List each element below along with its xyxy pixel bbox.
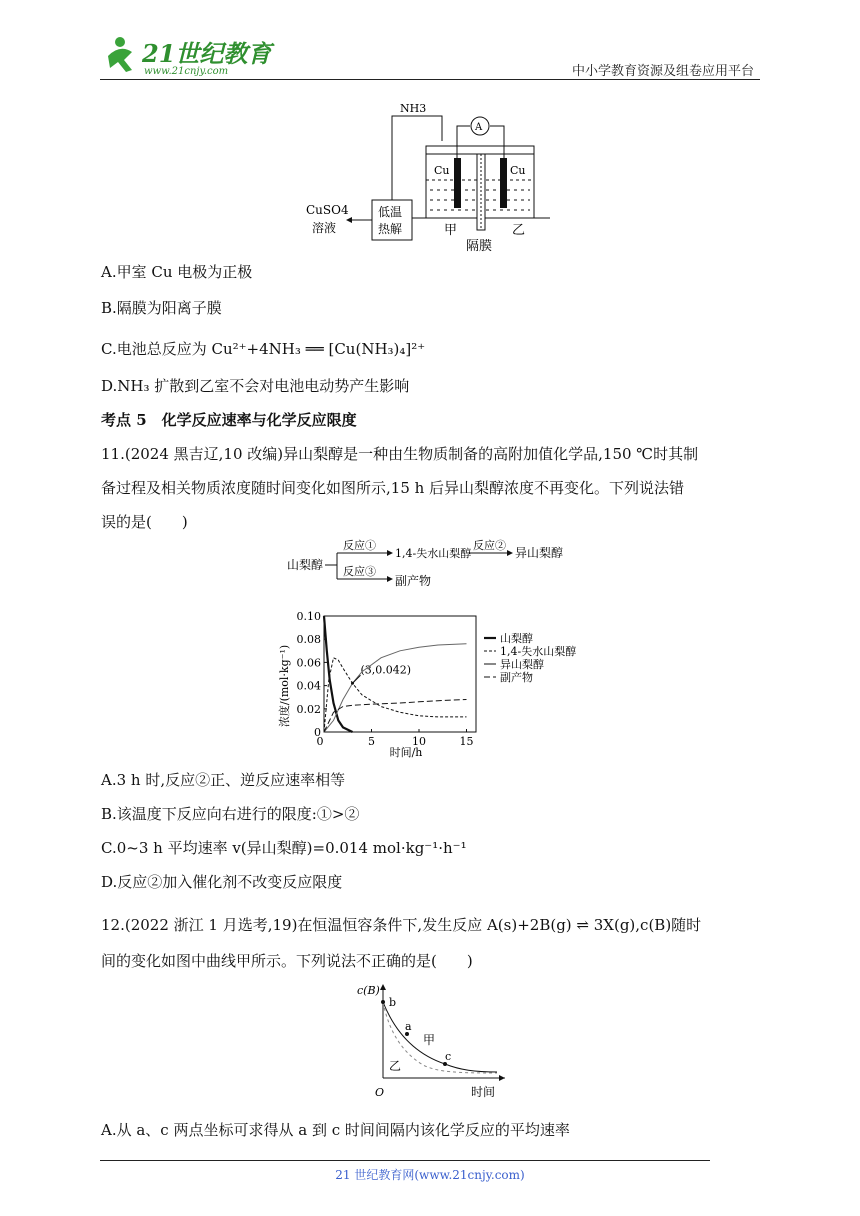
scheme-mid: 1,4-失水山梨醇 — [395, 547, 472, 560]
logo-graphic — [98, 34, 272, 78]
footer-rule — [100, 1160, 710, 1161]
q11-option-d: D.反应②加入催化剂不改变反应限度 — [101, 873, 343, 891]
y-tick-label: 0.10 — [296, 610, 321, 623]
series-line-2 — [324, 644, 467, 732]
y-tick-label: 0 — [314, 726, 321, 739]
q10-option-d: D.NH₃ 扩散到乙室不会对电池电动势产生影响 — [101, 377, 410, 395]
reaction-scheme — [285, 537, 585, 593]
annotation-leader — [353, 675, 361, 683]
cb-time-diagram — [355, 982, 515, 1102]
site-logo — [98, 34, 272, 82]
fig3-jia: 甲 — [423, 1033, 436, 1047]
series-line-3 — [324, 700, 467, 733]
nh3-label: NH3 — [400, 102, 427, 115]
chamber-yi-label: 乙 — [512, 223, 526, 238]
scheme-side: 副产物 — [395, 574, 432, 588]
platform-label: 中小学教育资源及组卷应用平台 — [572, 64, 755, 79]
heat-label-2: 热解 — [378, 222, 403, 236]
legend-label-2: 异山梨醇 — [500, 658, 544, 671]
x-tick-label: 15 — [459, 735, 474, 748]
left-electrode — [454, 158, 461, 208]
right-electrode — [500, 158, 507, 208]
cuso4-label: CuSO4 — [306, 203, 349, 217]
fig3-c: c — [445, 1050, 452, 1063]
y-tick-label: 0.08 — [296, 633, 321, 647]
fig3-a: a — [405, 1020, 412, 1033]
q10-option-c: C.电池总反应为 Cu²⁺+4NH₃ ══ [Cu(NH₃)₄]²⁺ — [101, 340, 426, 358]
x-origin-label: 0 — [316, 735, 324, 748]
legend-label-1: 1,4-失水山梨醇 — [500, 645, 577, 658]
fig3-ylabel: c(B) — [357, 984, 380, 997]
scheme-r2: 反应② — [473, 539, 506, 552]
q12-stem-line1: 12.(2022 浙江 1 月选考,19)在恒温恒容条件下,发生反应 A(s)+2B(g) ⇌ 3X(g),c(B)随时 — [101, 916, 702, 934]
q12-stem-line2: 间的变化如图中曲线甲所示。下列说法不正确的是( ) — [101, 952, 473, 970]
annotation-point — [351, 682, 354, 685]
q11-stem-line2: 备过程及相关物质浓度随时间变化如图所示,15 h 后异山梨醇浓度不再变化。下列说法错 — [101, 479, 685, 497]
heat-label-1: 低温 — [378, 205, 403, 219]
y-tick-label: 0.06 — [296, 656, 321, 670]
fig3-xlabel: 时间 — [471, 1085, 496, 1099]
section-heading: 考点 5 化学反应速率与化学反应限度 — [101, 411, 357, 429]
footer-text: 21 世纪教育网(www.21cnjy.com) — [335, 1168, 525, 1182]
y-tick-label: 0.02 — [296, 702, 321, 716]
q11-option-c: C.0~3 h 平均速率 v(异山梨醇)=0.014 mol·kg⁻¹·h⁻¹ — [101, 839, 467, 857]
logo-url: www.21cnjy.com — [144, 66, 229, 77]
battery-diagram — [300, 96, 560, 256]
scheme-r3: 反应③ — [343, 565, 376, 578]
scheme-r1: 反应① — [343, 539, 376, 552]
q11-option-b: B.该温度下反应向右进行的限度:①>② — [101, 805, 360, 823]
q10-option-b: B.隔膜为阳离子膜 — [101, 299, 222, 317]
scheme-end: 异山梨醇 — [515, 546, 564, 560]
q11-option-a: A.3 h 时,反应②正、逆反应速率相等 — [101, 771, 346, 789]
legend-label-3: 副产物 — [500, 671, 533, 684]
header-rule — [100, 79, 760, 80]
point-b — [381, 1000, 385, 1004]
concentration-chart — [262, 608, 602, 766]
q12-option-a: A.从 a、c 两点坐标可求得从 a 到 c 时间间隔内该化学反应的平均速率 — [101, 1121, 570, 1139]
fig3-b: b — [389, 996, 397, 1009]
x-tick-label: 10 — [412, 735, 426, 748]
x-tick-label: 5 — [368, 735, 375, 748]
logo-text: 21世纪教育 — [142, 39, 272, 68]
q11-stem-line1: 11.(2024 黑吉辽,10 改编)异山梨醇是一种由生物质制备的高附加值化学品,150 ℃时其制 — [101, 445, 699, 463]
legend-label-0: 山梨醇 — [500, 632, 533, 645]
series-line-0 — [324, 616, 353, 732]
chamber-jia-label: 甲 — [444, 223, 458, 238]
fig3-yi: 乙 — [389, 1059, 402, 1073]
q10-option-a: A.甲室 Cu 电极为正极 — [101, 263, 253, 281]
chart-annotation: (3,0.042) — [360, 663, 412, 677]
solution-label: 溶液 — [312, 221, 337, 235]
fig3-origin: O — [375, 1086, 385, 1099]
y-tick-label: 0.04 — [296, 679, 321, 693]
q11-stem-line3: 误的是( ) — [101, 513, 188, 531]
chart-xlabel: 时间/h — [389, 746, 423, 759]
chart-ylabel: 浓度/(mol·kg⁻¹) — [278, 644, 291, 728]
scheme-start: 山梨醇 — [287, 558, 324, 572]
membrane-label: 隔膜 — [466, 239, 493, 254]
cu-left-label: Cu — [434, 164, 450, 177]
ammeter-label: A — [475, 122, 483, 133]
cu-right-label: Cu — [510, 164, 526, 177]
